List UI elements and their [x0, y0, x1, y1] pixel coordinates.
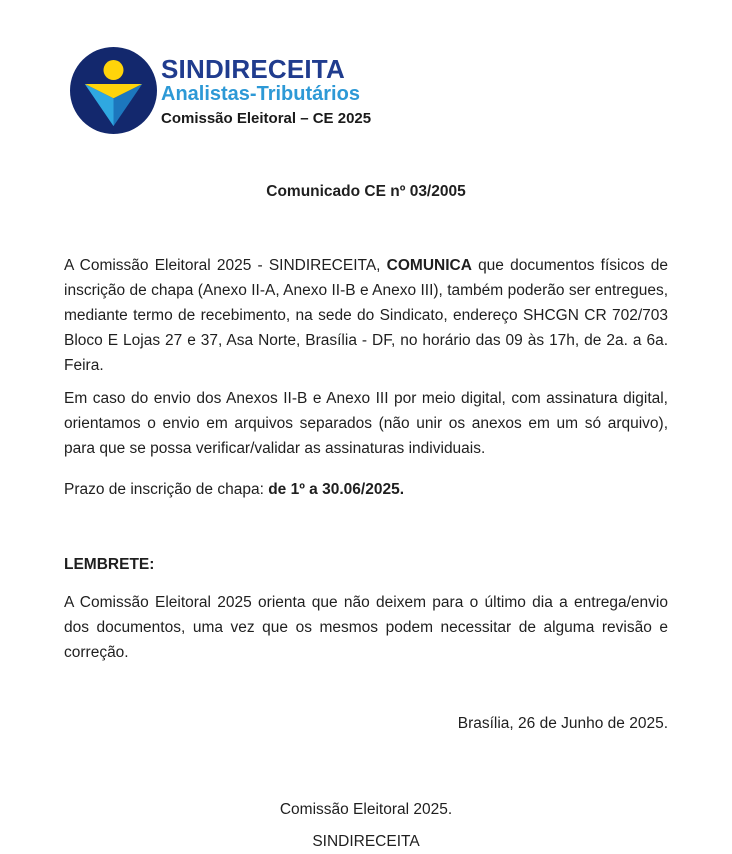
paragraph-digital-submission: Em caso do envio dos Anexos II-B e Anexo III por meio digital, com assinatura digital, orientamos o envio em arquivos separados (não unir os anexos em um só arquivo), para que se possa verificar/validar as assinaturas individuais. — [64, 390, 668, 457]
paragraph-intro-rest: que documentos físicos de inscrição de chapa (Anexo II-A, Anexo II-B e Anexo III), também poderão ser entregues, mediante termo de recebimento, na sede do Sindicato, endereço SHCGN CR 702/703 Bloco E Lojas 27 e 37, Asa Norte, Brasília - DF, no horário das 09 às 17h, de 2a. a 6a. Feira. — [64, 257, 669, 374]
logo-head — [103, 60, 123, 80]
reminder-paragraph: A Comissão Eleitoral 2025 orienta que não deixem para o último dia a entrega/envio dos documentos, uma vez que os mesmos podem necessitar de alguma revisão e correção. — [64, 594, 668, 661]
logo-svg — [70, 47, 157, 134]
signature-org: SINDIRECEITA — [312, 833, 420, 850]
deadline-line — [64, 477, 668, 502]
paragraph-intro-start: A Comissão Eleitoral 2025 - SINDIRECEITA, — [64, 257, 387, 274]
deadline-label: Prazo de inscrição de chapa: — [64, 481, 269, 498]
deadline-value: de 1º a 30.06/2025. — [268, 481, 404, 498]
letterhead-text — [161, 47, 371, 128]
signature-committee: Comissão Eleitoral 2025. — [279, 801, 453, 818]
document-body — [64, 182, 668, 854]
date-place-line: Brasília, 26 de Junho de 2025. — [457, 715, 668, 732]
sindireceita-logo-icon — [70, 47, 157, 134]
letterhead — [70, 0, 668, 134]
reminder-heading: LEMBRETE: — [64, 556, 155, 573]
org-name: SINDIRECEITA — [161, 54, 345, 84]
comunica-bold-word: COMUNICA — [386, 257, 472, 274]
paragraph-intro — [64, 253, 668, 378]
org-tagline: Comissão Eleitoral – CE 2025 — [161, 110, 372, 127]
org-subtitle: Analistas-Tributários — [161, 83, 360, 105]
document-title: Comunicado CE nº 03/2005 — [266, 183, 466, 200]
